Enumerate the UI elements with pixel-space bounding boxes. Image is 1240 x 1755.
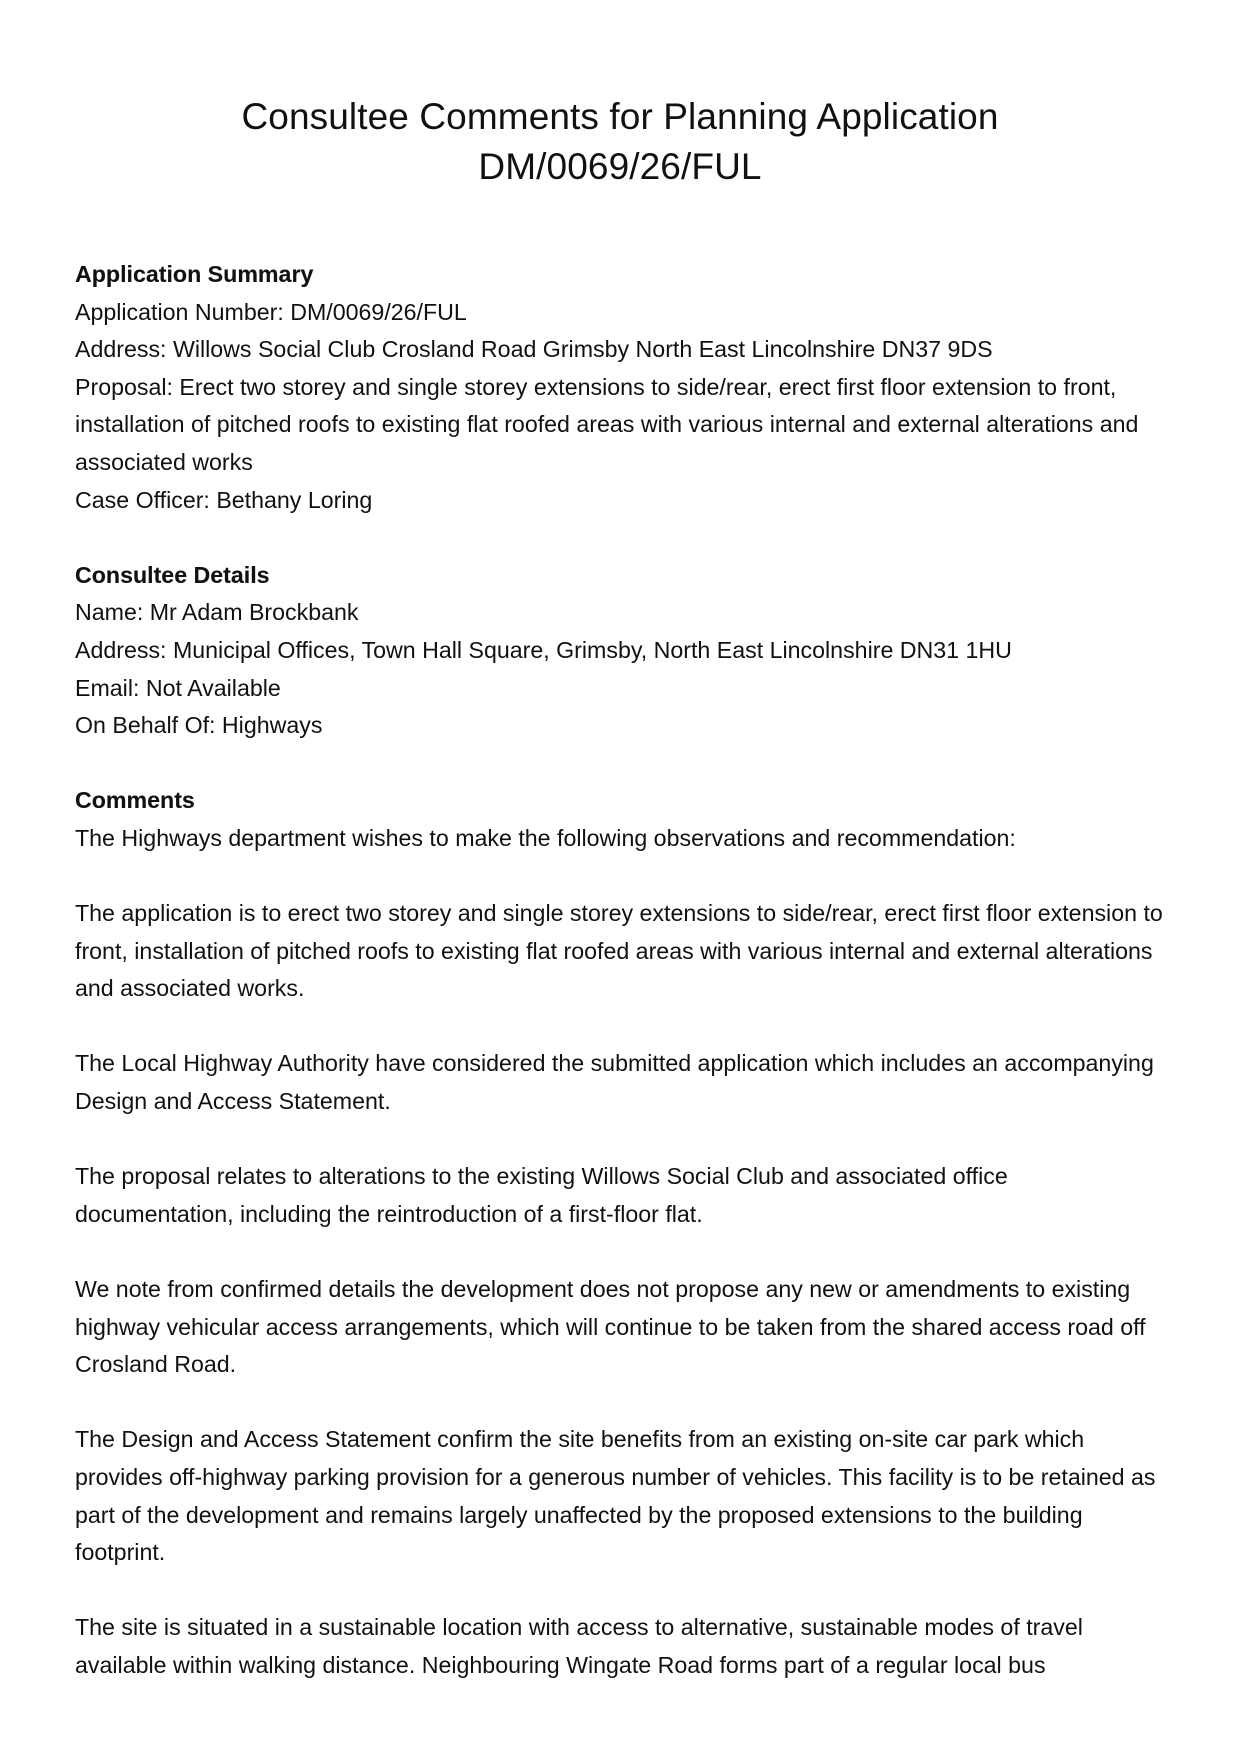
consultee-details-section [75, 557, 1170, 745]
comment-paragraph: The proposal relates to alterations to the existing Willows Social Club and associated office documentation, including the reintroduction of a first-floor flat. [75, 1163, 1008, 1227]
comment-paragraph: The site is situated in a sustainable location with access to alternative, sustainable modes of travel available within walking distance. Neighbouring Wingate Road forms part of a regular local bus [75, 1614, 1083, 1678]
title-line-2: DM/0069/26/FUL [478, 146, 762, 187]
comments-heading: Comments [75, 787, 195, 814]
application-address: Address: Willows Social Club Crosland Road Grimsby North East Lincolnshire DN37 9DS [75, 336, 993, 363]
consultee-email: Email: Not Available [75, 674, 281, 701]
comments-section [75, 782, 1170, 1684]
application-summary-heading: Application Summary [75, 261, 314, 287]
consultee-address: Address: Municipal Offices, Town Hall Square, Grimsby, North East Lincolnshire DN31 1HU [75, 636, 1012, 663]
document-content [75, 256, 1170, 1722]
case-officer: Case Officer: Bethany Loring [75, 486, 373, 513]
page-title [0, 92, 1240, 192]
comment-paragraph: The Local Highway Authority have considered the submitted application which includes an accompanying Design and Access Statement. [75, 1050, 1154, 1115]
comment-paragraph: We note from confirmed details the development does not propose any new or amendments to existing highway vehicular access arrangements, which will continue to be taken from the shared access road off Crosland Road. [75, 1276, 1146, 1378]
comments-intro: The Highways department wishes to make the following observations and recommendation: [75, 824, 1016, 851]
comment-paragraph: The Design and Access Statement confirm the site benefits from an existing on-site car park which provides off-highway parking provision for a generous number of vehicles. This facility is to be retained as part of the development and remains largely unaffected by the proposed extensions to the building footprint. [75, 1426, 1156, 1566]
consultee-name: Name: Mr Adam Brockbank [75, 599, 359, 626]
application-proposal: Proposal: Erect two storey and single storey extensions to side/rear, erect first floor extension to front, installation of pitched roofs to existing flat roofed areas with various internal and external alterations and associated works [75, 373, 1139, 475]
application-number: Application Number: DM/0069/26/FUL [75, 298, 467, 325]
consultee-on-behalf-of: On Behalf Of: Highways [75, 712, 323, 739]
application-summary-section [75, 256, 1170, 519]
comment-paragraph: The application is to erect two storey and single storey extensions to side/rear, erect first floor extension to front, installation of pitched roofs to existing flat roofed areas with various internal and external alterations and associated works. [75, 900, 1163, 1002]
title-line-1: Consultee Comments for Planning Application [241, 96, 999, 137]
consultee-details-heading: Consultee Details [75, 561, 270, 588]
